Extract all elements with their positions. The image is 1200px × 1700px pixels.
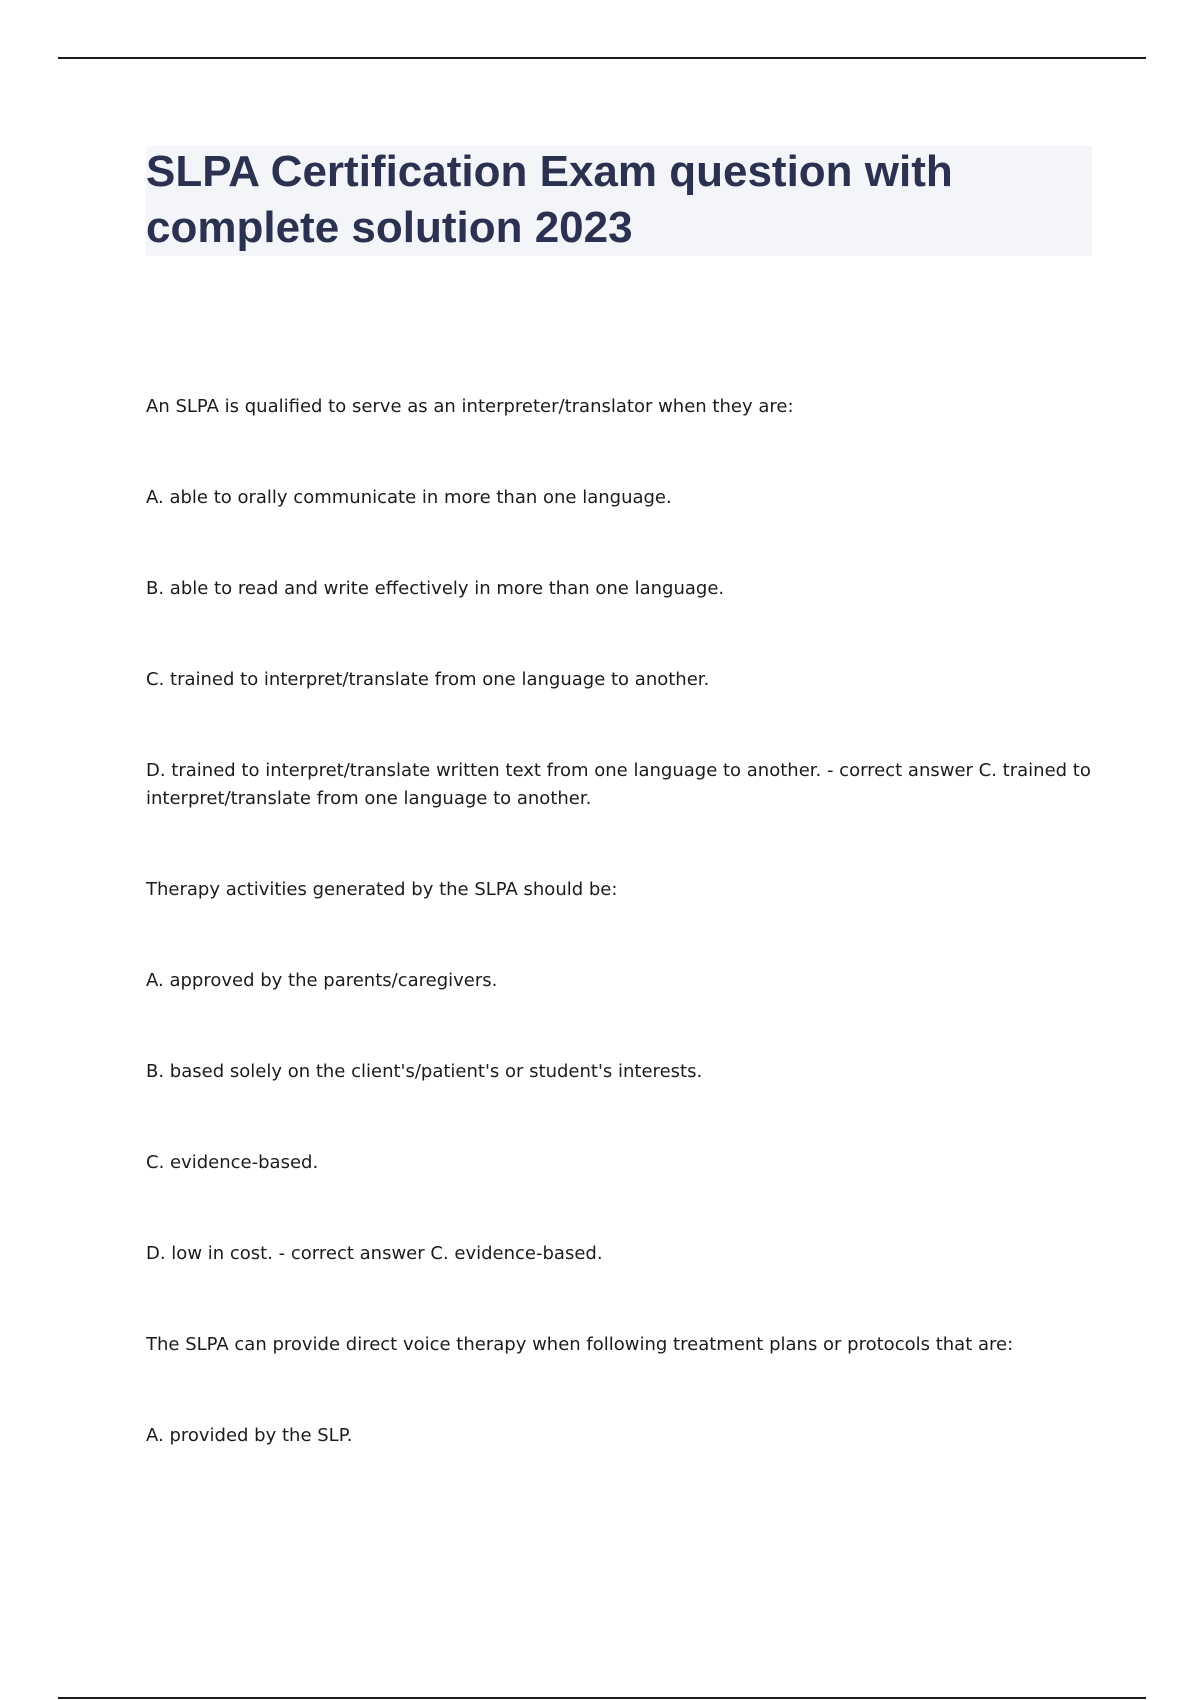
- question-1-option-c: C. trained to interpret/translate from one language to another.: [146, 669, 710, 690]
- question-2-stem: Therapy activities generated by the SLPA should be:: [146, 879, 618, 900]
- question-1-option-d-answer: D. trained to interpret/translate written text from one language to another. - correct answer C. trained to interpret/translate from one language to another.: [146, 760, 1091, 809]
- question-2-option-c: C. evidence-based.: [146, 1152, 319, 1173]
- question-3-option-a: A. provided by the SLP.: [146, 1425, 353, 1446]
- question-2-option-b: B. based solely on the client's/patient's or student's interests.: [146, 1061, 703, 1082]
- question-1-option-a: A. able to orally communicate in more than one language.: [146, 487, 672, 508]
- question-2-option-a: A. approved by the parents/caregivers.: [146, 970, 498, 991]
- question-1-option-b: B. able to read and write effectively in more than one language.: [146, 578, 725, 599]
- question-2-option-d-answer: D. low in cost. - correct answer C. evidence-based.: [146, 1243, 603, 1264]
- document-title: SLPA Certification Exam question with complete solution 2023: [146, 147, 953, 252]
- question-3-stem: The SLPA can provide direct voice therapy when following treatment plans or protocols that are:: [146, 1334, 1014, 1355]
- bottom-rule: [58, 1697, 1146, 1699]
- top-rule: [58, 57, 1146, 59]
- question-1-stem: An SLPA is qualified to serve as an interpreter/translator when they are:: [146, 396, 794, 417]
